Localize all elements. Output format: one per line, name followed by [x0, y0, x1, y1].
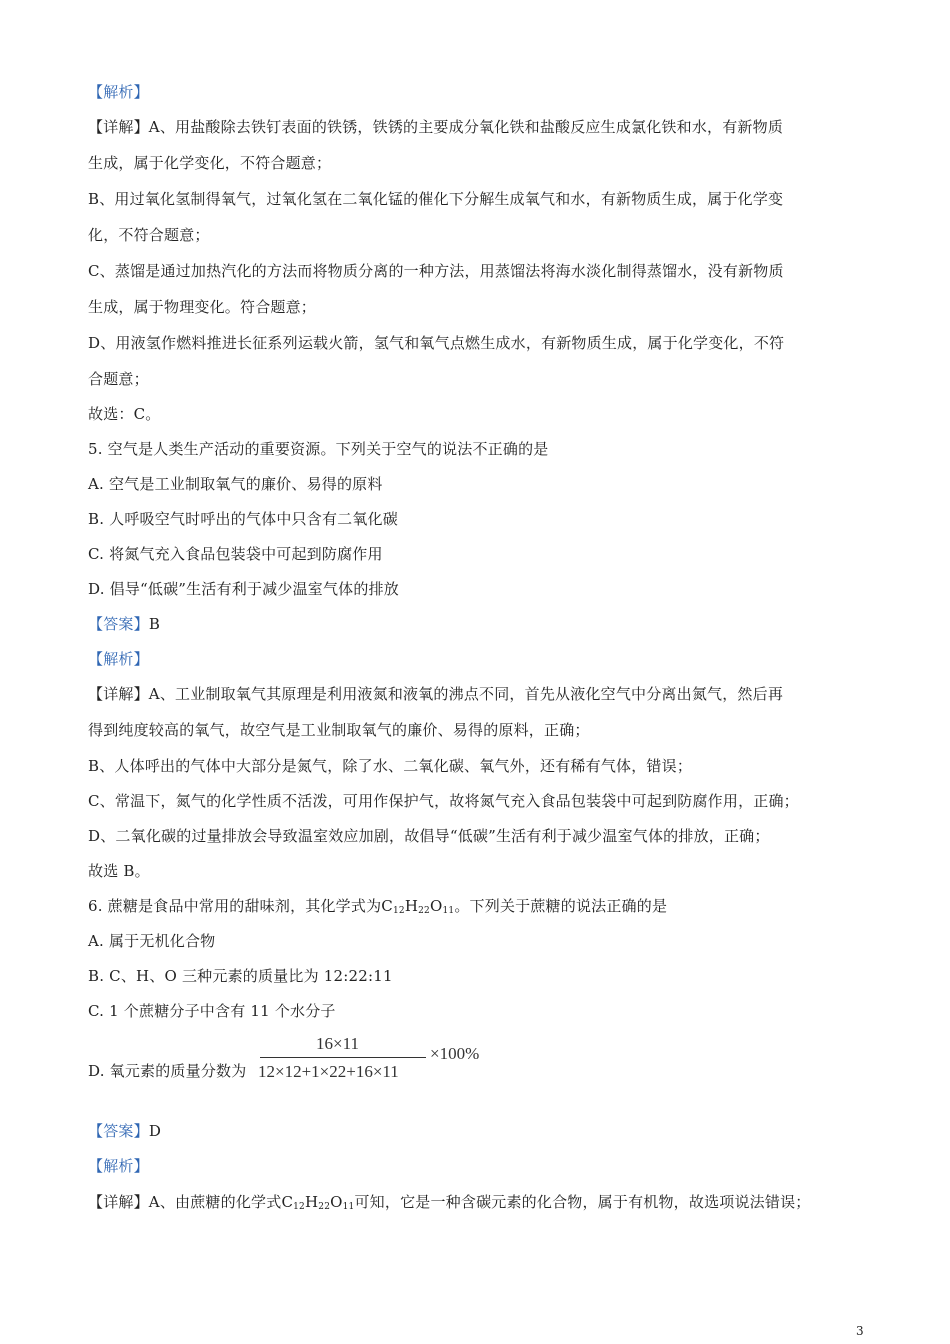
q6-option-d: D. 氧元素的质量分数为: [88, 1062, 247, 1080]
answer-label: 【答案】: [88, 615, 149, 633]
q6-detail-line-1: 【详解】A、由蔗糖的化学式$C_{12}H_{22}O_{11}$可知，它是一种含碳元素的化合物，属于有机物，故选项说法错误；: [88, 1193, 811, 1212]
answer-value: B: [148, 615, 161, 633]
detail-line-6: 生成，属于物理变化。符合题意；: [88, 298, 317, 316]
page-number: 3: [856, 1324, 864, 1338]
analysis-label: 【解析】: [88, 83, 149, 101]
q6-answer: [88, 1121, 868, 1141]
question-6: 6. 蔗糖是食品中常用的甜味剂，其化学式为$C_{12}H_{22}O_{11}$。下列关于蔗糖的说法正确的是: [88, 897, 668, 916]
q5-option-a: A. 空气是工业制取氧气的廉价、易得的原料: [88, 475, 383, 493]
choice-line: 故选：C。: [88, 405, 161, 423]
analysis-label: 【解析】: [88, 650, 149, 668]
q5-option-b: B. 人呼吸空气时呼出的气体中只含有二氧化碳: [88, 510, 398, 528]
q6-option-b: B. C、H、O 三种元素的质量比为 12:22:11: [88, 967, 393, 985]
q6-option-c: C. 1 个蔗糖分子中含有 11 个水分子: [88, 1002, 336, 1020]
answer-value: D: [148, 1122, 162, 1140]
detail-line-2: 生成，属于化学变化，不符合题意；: [88, 154, 332, 172]
sucrose-formula: $C_{12}H_{22}O_{11}$: [381, 897, 455, 916]
q5-option-c: C. 将氮气充入食品包装袋中可起到防腐作用: [88, 545, 383, 563]
q5-detail-line-2: 得到纯度较高的氧气，故空气是工业制取氧气的廉价、易得的原料，正确；: [88, 721, 590, 739]
detail-line-5: C、蒸馏是通过加热汽化的方法而将物质分离的一种方法，用蒸馏法将海水淡化制得蒸馏水，没有新物质: [88, 262, 784, 280]
q5-choice-line: 故选 B。: [88, 862, 150, 880]
q5-detail-line-4: C、常温下，氮气的化学性质不活泼，可用作保护气，故将氮气充入食品包装袋中可起到防腐作用，正确；: [88, 792, 799, 810]
analysis-label: 【解析】: [88, 1157, 149, 1175]
fraction-multiplier: ×100%: [430, 1044, 480, 1063]
question-5: 5. 空气是人类生产活动的重要资源。下列关于空气的说法不正确的是: [88, 440, 549, 458]
detail-line-8: 合题意；: [88, 370, 149, 388]
fraction-bar: [260, 1057, 426, 1058]
detail-line-3: B、用过氧化氢制得氧气，过氧化氢在二氧化锰的催化下分解生成氧气和水，有新物质生成，属于化学变: [88, 190, 784, 208]
q6-option-a: A. 属于无机化合物: [88, 932, 216, 950]
detail-line-4: 化，不符合题意；: [88, 226, 210, 244]
q5-option-d: D. 倡导“低碳”生活有利于减少温室气体的排放: [88, 580, 399, 598]
fraction-denominator: 12×12+1×22+16×11: [258, 1062, 399, 1081]
answer-label: 【答案】: [88, 1122, 149, 1140]
detail-line-1: 【详解】A、用盐酸除去铁钉表面的铁锈，铁锈的主要成分氧化铁和盐酸反应生成氯化铁和水，有新物质: [88, 118, 784, 136]
q5-answer: [88, 614, 868, 634]
detail-line-7: D、用液氢作燃料推进长征系列运载火箭，氢气和氧气点燃生成水，有新物质生成，属于化学变化，不符: [88, 334, 785, 352]
q5-detail-line-1: 【详解】A、工业制取氧气其原理是利用液氮和液氧的沸点不同，首先从液化空气中分离出氮气，然后再: [88, 685, 784, 703]
fraction-numerator: 16×11: [316, 1034, 359, 1053]
sucrose-formula: $C_{12}H_{22}O_{11}$: [281, 1193, 355, 1212]
q5-detail-line-3: B、人体呼出的气体中大部分是氮气，除了水、二氧化碳、氧气外，还有稀有气体，错误；: [88, 757, 693, 775]
mass-fraction-formula: [258, 1032, 490, 1084]
q5-detail-line-5: D、二氧化碳的过量排放会导致温室效应加剧，故倡导“低碳”生活有利于减少温室气体的排放，正确；: [88, 827, 770, 845]
